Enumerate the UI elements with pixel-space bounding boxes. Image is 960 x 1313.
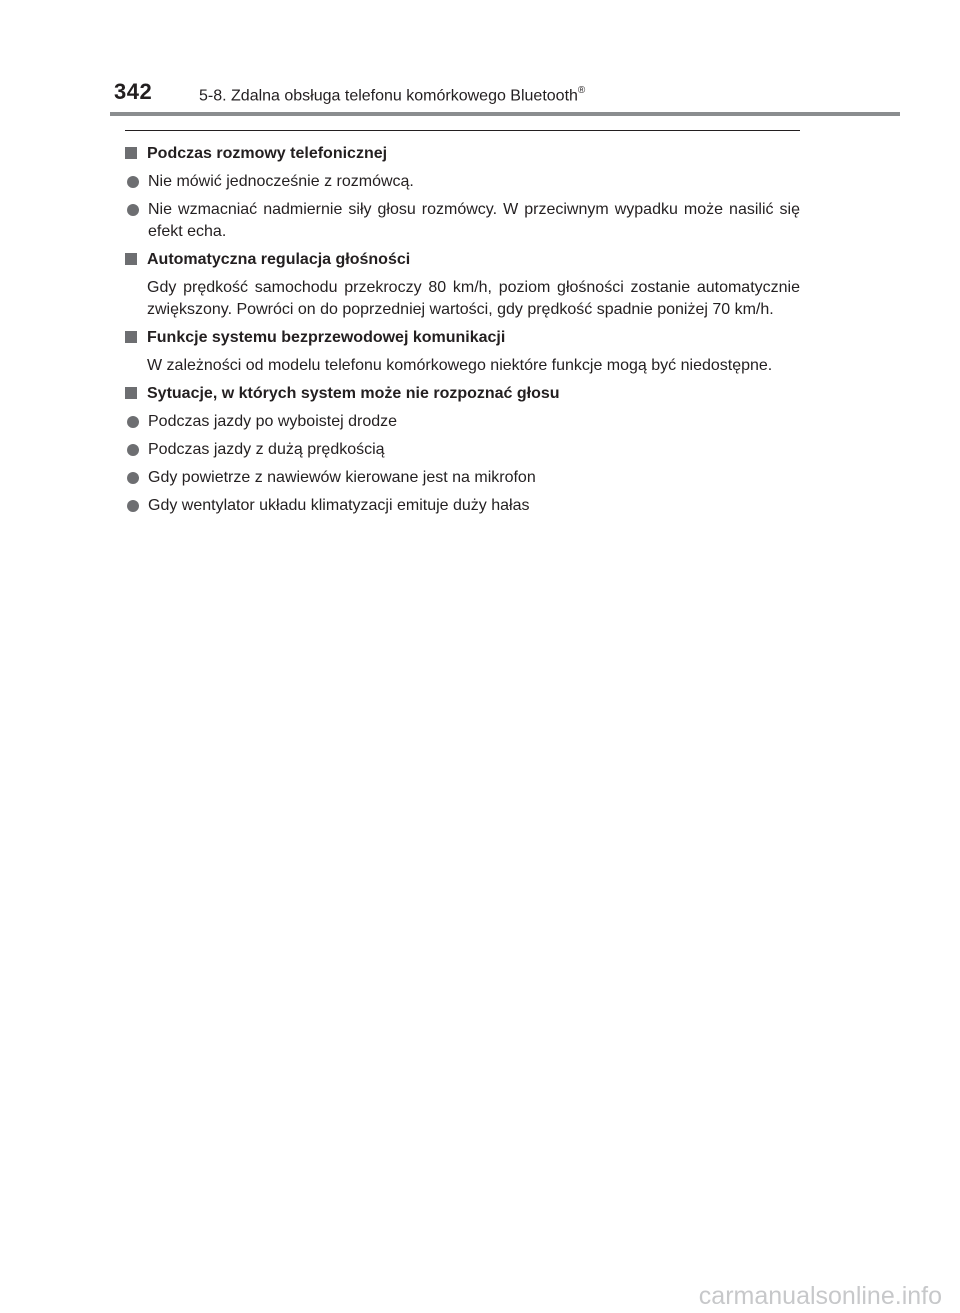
list-item-text: Gdy powietrze z nawiewów kierowane jest na mikrofon [148,469,536,486]
list-item [125,439,800,461]
list-item [125,199,800,243]
section-heading [125,249,800,271]
content-divider [125,130,800,131]
section-voice-recognition [125,383,800,517]
round-bullet-icon [127,472,139,484]
section-heading-text: Automatyczna regulacja głośności [147,251,411,268]
header-divider [110,112,900,116]
list-item-text: Nie wzmacniać nadmiernie siły głosu rozmówcy. W przeciwnym wypadku może nasilić się efekt echa. [148,201,800,240]
section-heading [125,327,800,349]
list-item [125,171,800,193]
list-item [125,467,800,489]
section-during-call [125,143,800,243]
round-bullet-icon [127,444,139,456]
section-heading [125,383,800,405]
page-content [125,143,800,523]
round-bullet-icon [127,500,139,512]
chapter-title-text: 5-8. Zdalna obsługa telefonu komórkowego Bluetooth [199,87,578,105]
round-bullet-icon [127,204,139,216]
section-wireless-functions [125,327,800,377]
list-item-text: Gdy wentylator układu klimatyzacji emituje duży hałas [148,497,530,514]
list-item [125,495,800,517]
round-bullet-icon [127,416,139,428]
section-heading-text: Funkcje systemu bezprzewodowej komunikacji [147,329,506,346]
square-bullet-icon [125,253,137,265]
section-heading-text: Sytuacje, w których system może nie rozpoznać głosu [147,385,560,402]
section-paragraph: Gdy prędkość samochodu przekroczy 80 km/h, poziom głośności zostanie automatycznie zwiększony. Powróci on do poprzedniej wartości, gdy prędkość spadnie poniżej 70 km/h. [147,279,800,318]
round-bullet-icon [127,176,139,188]
section-auto-volume [125,249,800,321]
page-number: 342 [114,79,153,104]
registered-mark: ® [577,85,586,96]
section-heading-text: Podczas rozmowy telefonicznej [147,145,388,162]
square-bullet-icon [125,387,137,399]
square-bullet-icon [125,147,137,159]
list-item-text: Podczas jazdy z dużą prędkością [148,441,385,458]
section-heading [125,143,800,165]
list-item-text: Podczas jazdy po wyboistej drodze [148,413,398,430]
square-bullet-icon [125,331,137,343]
watermark: carmanualsonline.info [698,1282,942,1310]
list-item-text: Nie mówić jednocześnie z rozmówcą. [148,173,414,190]
chapter-title [199,86,585,105]
list-item [125,411,800,433]
section-paragraph: W zależności od modelu telefonu komórkowego niektóre funkcje mogą być niedostępne. [147,357,773,374]
